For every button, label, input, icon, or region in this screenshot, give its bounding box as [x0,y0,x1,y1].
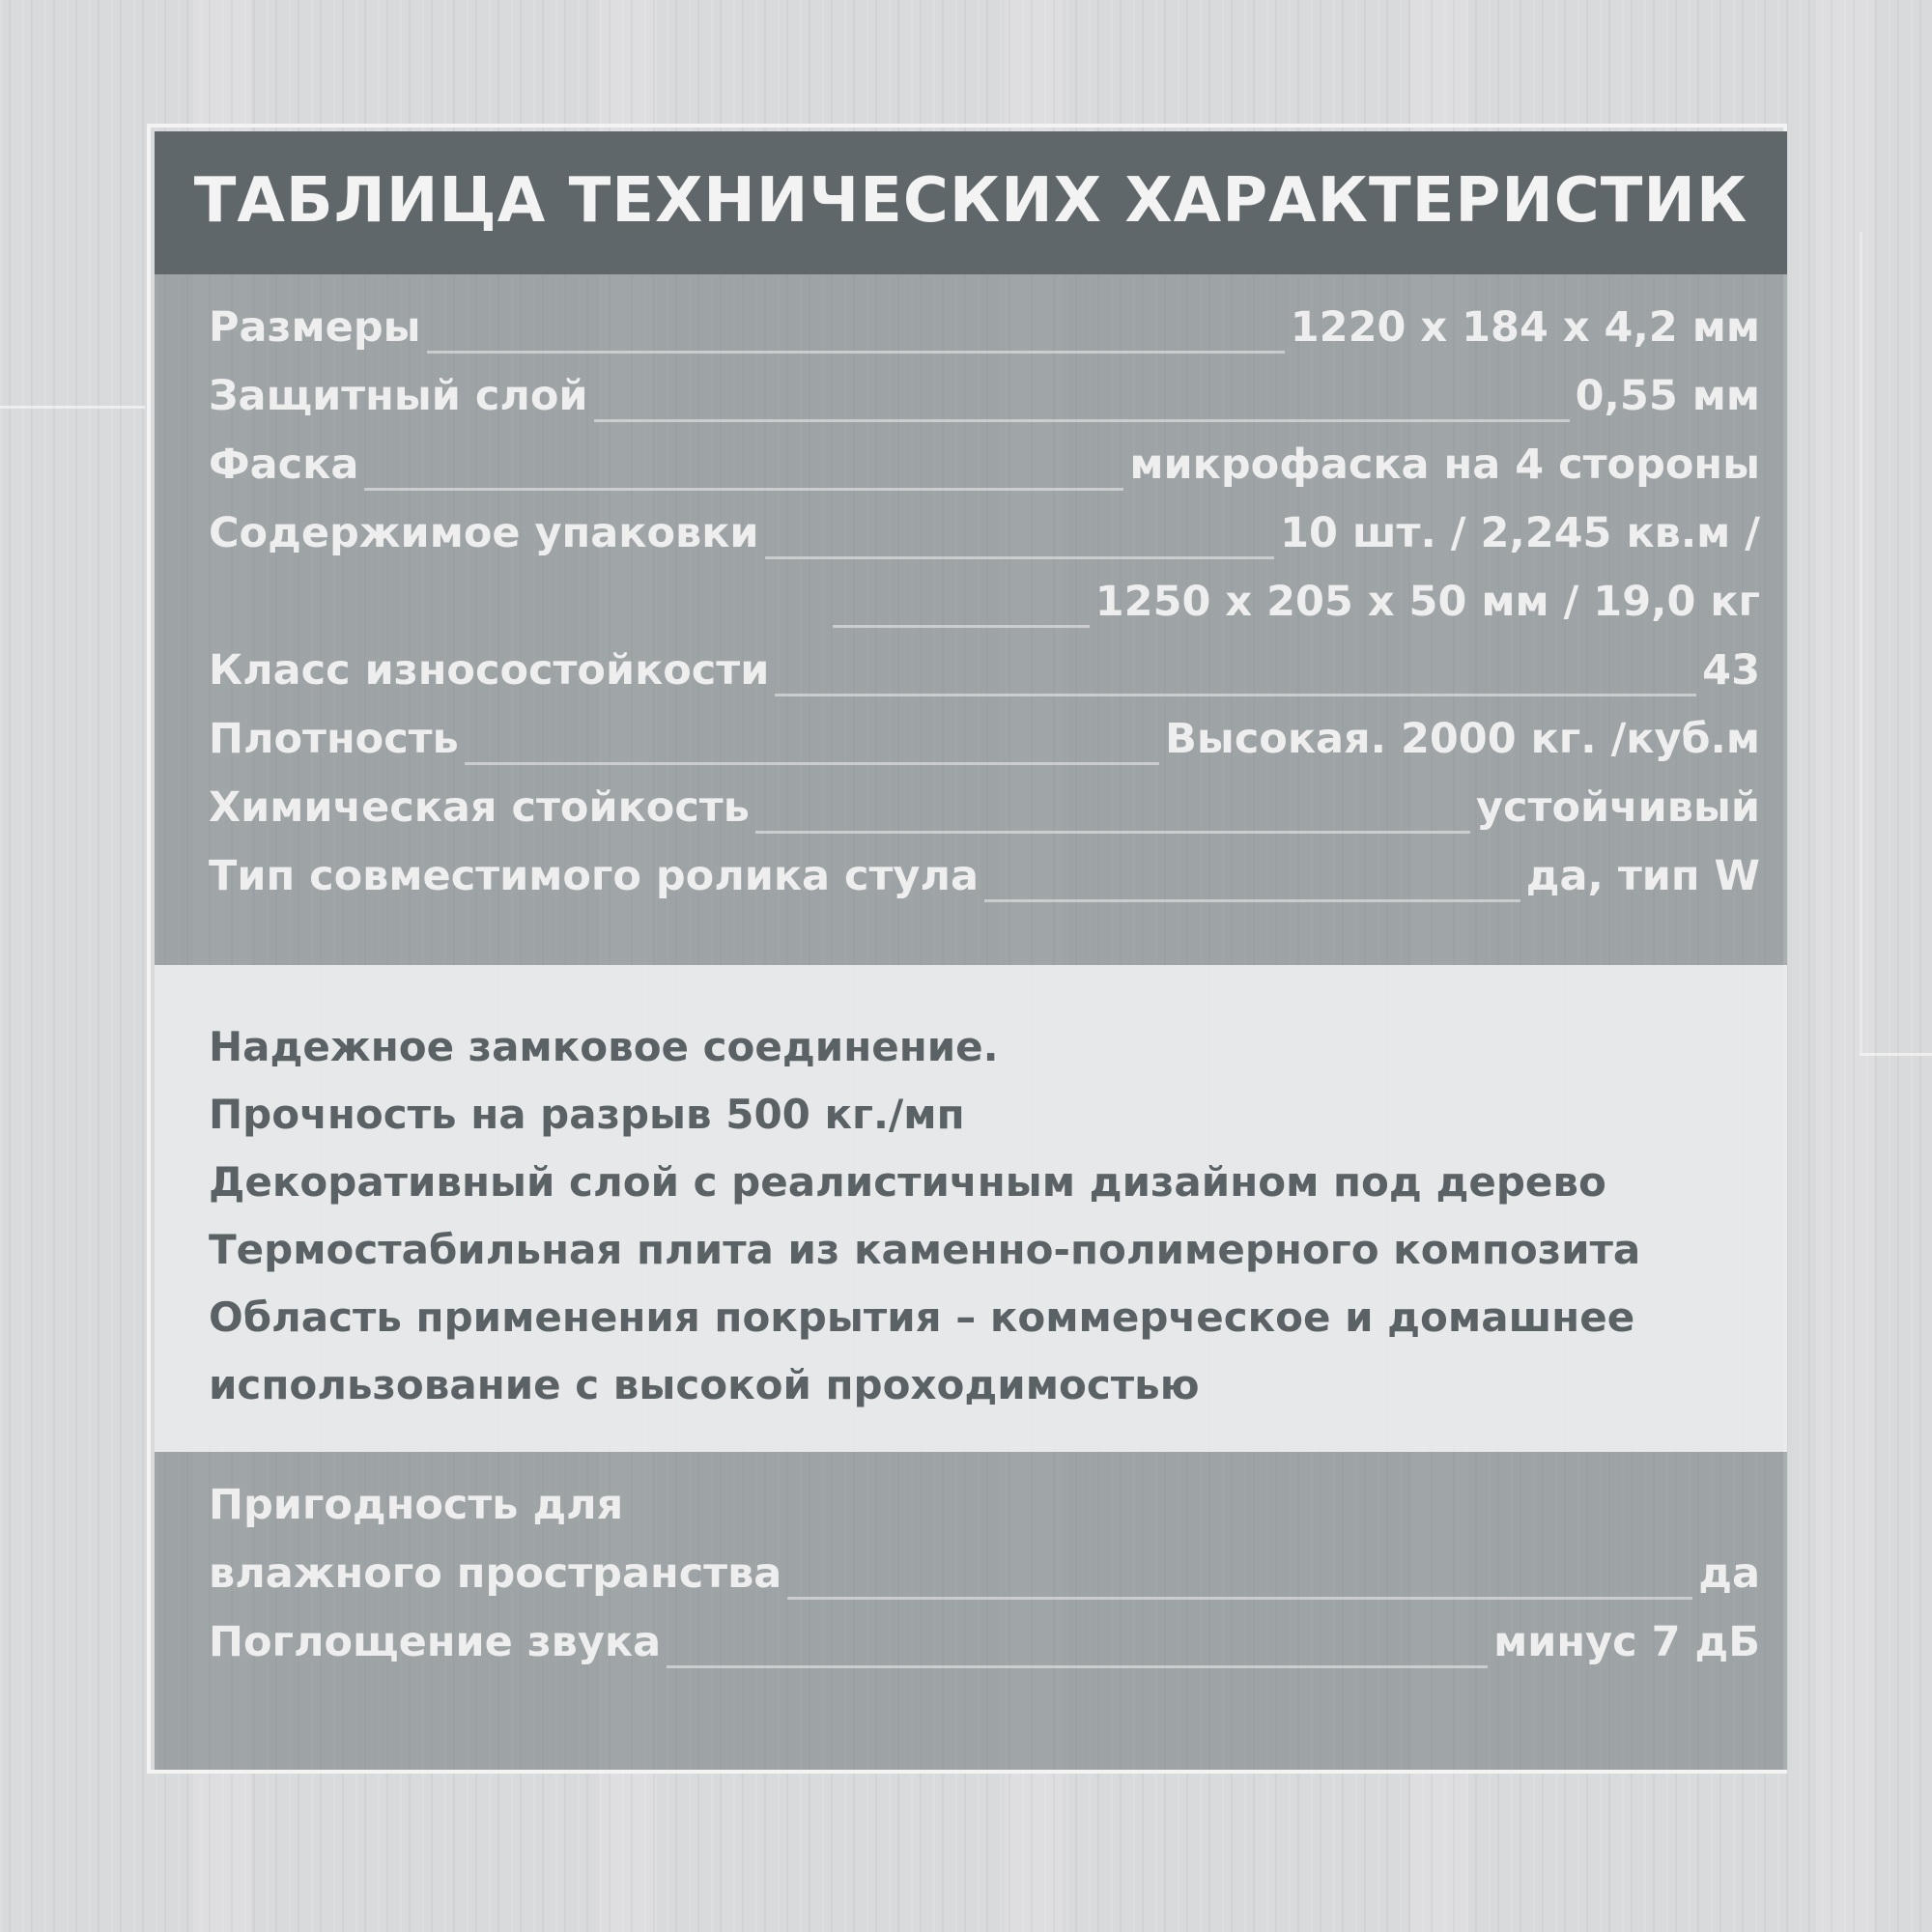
spec-row-chemical-resistance [209,783,1760,851]
spec-row-dimensions [209,303,1760,371]
spec-row-density [209,715,1760,782]
spec-label: Тип совместимого ролика стула [209,852,979,900]
plank-seam [1860,1053,1932,1056]
spec-label: Поглощение звука [209,1618,662,1666]
spec-row-moisture [209,1549,1760,1617]
feature-item: Область применения покрытия – коммерческое и домашнее [209,1293,1635,1341]
spec-label: Размеры [209,303,421,352]
leader-line [787,1596,1692,1600]
spec-row-bevel [209,440,1760,508]
spec-label: Плотность [209,715,459,763]
spec-label: Содержимое упаковки [209,509,759,557]
leader-line [364,487,1123,491]
leader-line [755,830,1470,834]
spec-value: устойчивый [1476,783,1760,832]
spec-label: Класс износостойкости [209,646,770,695]
spec-value: 0,55 мм [1575,372,1760,420]
leader-line [775,693,1696,696]
spec-label: Фаска [209,440,359,489]
leader-line [833,624,1090,628]
extra-specs-section [155,1452,1787,1770]
spec-row-wear-class [209,646,1760,714]
feature-item: Термостабильная плита из каменно-полимерного композита [209,1226,1641,1273]
spec-row-sound [209,1618,1760,1686]
spec-value: Высокая. 2000 кг. /куб.м [1165,715,1760,763]
leader-line [465,761,1159,765]
spec-label: Защитный слой [209,372,588,420]
leader-line [984,898,1520,902]
spec-value: 1250 x 205 x 50 мм / 19,0 кг [1094,578,1760,626]
spec-row-moisture-label [209,1481,1760,1548]
features-section [155,965,1787,1452]
spec-value: да [1698,1549,1760,1598]
leader-line [427,350,1285,354]
spec-value: 1220 x 184 x 4,2 мм [1290,303,1760,352]
feature-item: Декоративный слой с реалистичным дизайном под дерево [209,1158,1606,1206]
spec-card [147,124,1787,1774]
plank-seam [1860,232,1862,1053]
spec-value: да, тип W [1525,852,1760,900]
spec-row-package [209,509,1760,577]
spec-row-chair-caster [209,852,1760,920]
spec-row-wear-layer [209,372,1760,440]
specs-section [155,274,1787,965]
title-bar [155,131,1787,274]
feature-list [209,1013,1754,1419]
plank-seam [0,406,145,409]
spec-label: Химическая стойкость [209,783,750,832]
feature-item: использование с высокой проходимостью [209,1361,1200,1408]
leader-line [594,418,1570,422]
leader-line [765,555,1275,559]
feature-item: Прочность на разрыв 500 кг./мп [209,1091,965,1138]
spec-value: 10 шт. / 2,245 кв.м / [1280,509,1760,557]
spec-value: микрофаска на 4 стороны [1129,440,1760,489]
spec-value: 43 [1702,646,1760,695]
spec-label: Пригодность для [209,1481,624,1529]
page-title: ТАБЛИЦА ТЕХНИЧЕСКИХ ХАРАКТЕРИСТИК [193,165,1748,237]
spec-row-package-continued [209,578,1760,645]
spec-value: минус 7 дБ [1493,1618,1760,1666]
leader-line [667,1664,1488,1668]
feature-item: Надежное замковое соединение. [209,1023,999,1070]
spec-label: влажного пространства [209,1549,782,1598]
